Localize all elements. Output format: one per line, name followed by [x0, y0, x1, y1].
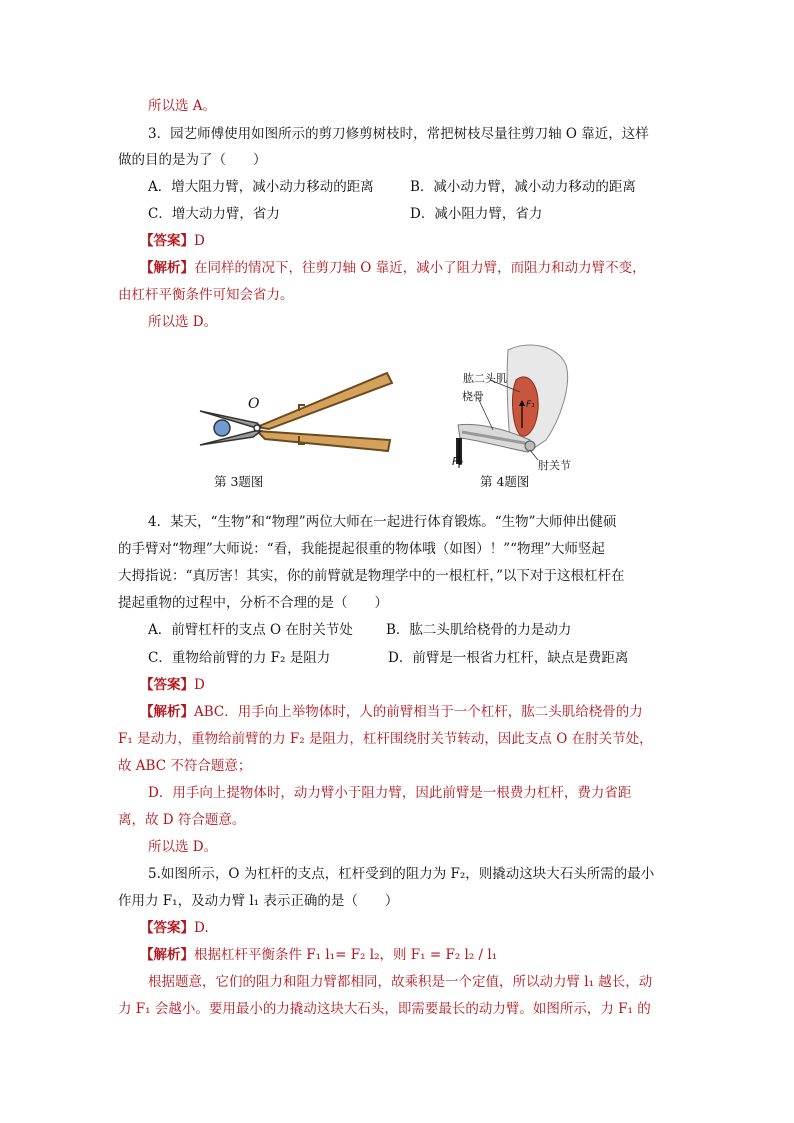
question-4-option-a: A．前臂杠杆的支点 O 在肘关节处 — [148, 622, 353, 638]
question-4-option-b: B．肱二头肌给桡骨的力是动力 — [386, 622, 572, 638]
scissors-figure — [195, 365, 400, 460]
scissors-upper-blade — [200, 411, 261, 427]
radius-label: 桡骨 — [462, 390, 484, 403]
explanation-q5-line-2: 根据题意，它们的阻力和阻力臂都相同，故乘积是一个定值，所以动力臂 l₁ 越长，动 — [148, 974, 653, 990]
biceps-label: 肱二头肌 — [463, 372, 507, 385]
question-3-line-2: 做的目的是为了（ ） — [118, 152, 267, 168]
f1-label: F₁ — [526, 400, 535, 410]
answer-selection-q3: 所以选 D。 — [148, 314, 218, 330]
scissors-lower-blade — [200, 431, 261, 445]
question-3-option-d: D．减小阻力臂，省力 — [410, 206, 543, 222]
elbow-joint — [525, 441, 535, 451]
pivot-point — [254, 425, 260, 431]
answer-q5: 【答案】D. — [140, 920, 209, 936]
explanation-q4-line-5: 离，故 D 符合题意。 — [118, 812, 246, 828]
question-5-line-1: 5.如图所示，O 为杠杆的支点，杠杆受到的阻力为 F₂，则撬动这块大石头所需的最小 — [148, 866, 655, 882]
explanation-q4-line-2: F₁ 是动力，重物给前臂的力 F₂ 是阻力，杠杆围绕肘关节转动，因此支点 O 在肘关节处， — [118, 731, 653, 747]
explanation-q5-line-1: 【解析】根据杠杆平衡条件 F₁ l₁= F₂ l₂，则 F₁ = F₂ l₂ / l₁ — [140, 947, 498, 963]
explanation-q4-line-1: 【解析】ABC．用手向上举物体时，人的前臂相当于一个杠杆，肱二头肌给桡骨的力 — [140, 704, 643, 720]
explanation-q4-line-3: 故 ABC 不符合题意； — [118, 758, 252, 774]
f2-label: F₂ — [452, 455, 463, 468]
figure-4-caption: 第 4题图 — [480, 474, 530, 489]
question-3-option-a: A．增大阻力臂，减小动力移动的距离 — [148, 179, 374, 195]
explanation-q4-line-4: D．用手向上提物体时，动力臂小于阻力臂，因此前臂是一根费力杠杆，费力省距 — [148, 785, 632, 801]
question-4-line-1: 4．某天，“生物”和“物理”两位大师在一起进行体育锻炼。“生物”大师伸出健硕 — [148, 514, 617, 530]
scissors-upper-handle — [257, 373, 392, 429]
elbow-label: 肘关节 — [538, 459, 571, 472]
branch-ball — [214, 420, 230, 436]
figure-3-caption: 第 3题图 — [214, 474, 264, 489]
question-4-option-d: D．前臂是一根省力杠杆，缺点是费距离 — [388, 650, 629, 666]
arm-figure — [448, 340, 578, 470]
explanation-q3-line-1: 【解析】在同样的情况下，往剪刀轴 O 靠近，减小了阻力臂，而阻力和动力臂不变， — [140, 260, 646, 276]
question-3-option-b: B．减小动力臂，减小动力移动的距离 — [410, 179, 636, 195]
question-4-line-4: 提起重物的过程中，分析不合理的是（ ） — [118, 595, 388, 611]
answer-selection-q4: 所以选 D。 — [148, 839, 218, 855]
question-5-line-2: 作用力 F₁，及动力臂 l₁ 表示正确的是（ ） — [118, 893, 399, 909]
answer-q4: 【答案】D — [140, 677, 205, 693]
scissors-lower-handle — [257, 431, 390, 451]
question-4-line-2: 的手臂对“物理”大师说：“看，我能提起很重的物体哦（如图）！”“物理”大师竖起 — [118, 541, 605, 557]
explanation-q5-line-3: 力 F₁ 会越小。要用最小的力撬动这块大石头，即需要最长的动力臂。如图所示，力 F₁ 的 — [118, 1001, 651, 1017]
question-4-line-3: 大拇指说：“真厉害！其实，你的前臂就是物理学中的一根杠杆，”以下对于这根杠杆在 — [118, 568, 625, 584]
answer-q3: 【答案】D — [140, 233, 205, 249]
question-4-option-c: C．重物给前臂的力 F₂ 是阻力 — [148, 650, 331, 666]
explanation-q3-line-2: 由杠杆平衡条件可知会省力。 — [118, 287, 294, 303]
answer-selection-q2: 所以选 A。 — [148, 98, 217, 114]
question-3-option-c: C．增大动力臂，省力 — [148, 206, 280, 222]
question-3-line-1: 3．园艺师傅使用如图所示的剪刀修剪树枝时，常把树枝尽量往剪刀轴 O 靠近，这样 — [148, 126, 649, 142]
scissors-pivot-label: O — [248, 396, 260, 412]
